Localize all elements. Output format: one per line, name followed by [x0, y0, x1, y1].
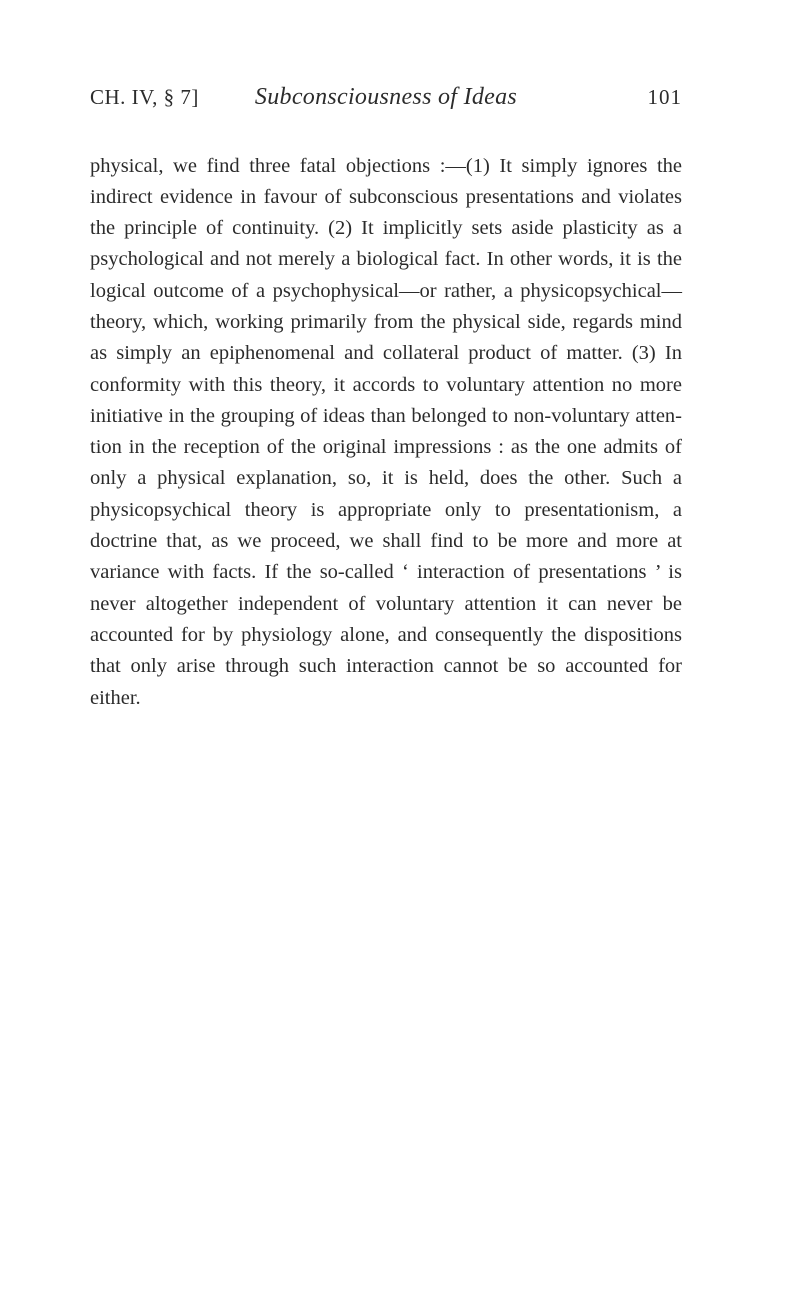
body-paragraph: physical, we find three fatal objections :—(1) It simply ignores the indirect evidence in favour of subconscious presentations and violates the principle of continuity. (2) It implicitly sets aside plasticity as a psychological and not merely a biological fact. In other words, it is the logical outcome of a psychophysical—or rather, a physicopsychical—theory, which, working primarily from the physical side, regards mind as simply an epiphenomenal and collateral product of matter. (3) In conformity with this theory, it accords to voluntary attention no more initiative in the grouping of ideas than belonged to non-voluntary attention in the reception of the original impressions : as the one admits of only a physical explanation, so, it is held, does the other. Such a physicopsychical theory is appropriate only to presentationism, a doctrine that, as we proceed, we shall find to be more and more at variance with facts. If the so-called ‘ interaction of presentations ’ is never altogether independent of voluntary attention it can never be accounted for by physiology alone, and consequently the dispositions that only arise through such interaction cannot be so accounted for either.	[90, 154, 682, 709]
chapter-section-reference: CH. IV, § 7]	[90, 85, 199, 109]
running-title: Subconsciousness of Ideas	[254, 84, 518, 110]
running-head	[90, 80, 682, 114]
page-number: 101	[647, 85, 682, 109]
